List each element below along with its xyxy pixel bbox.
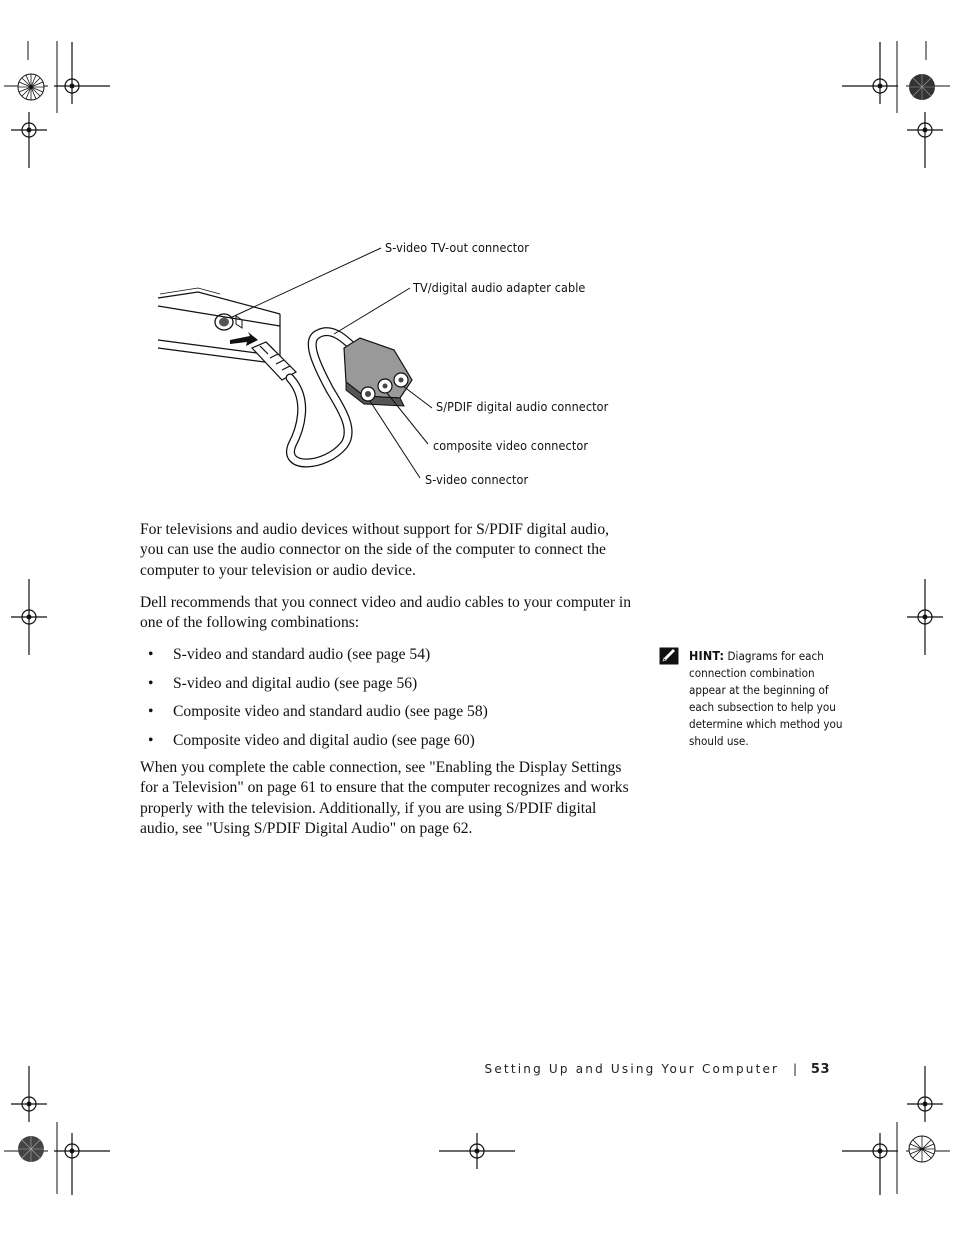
hint-text: Diagrams for each connection combination appear at the beginning of each subsection to help you determine which method you should use. [689, 649, 843, 749]
page-footer [485, 1062, 830, 1077]
footer-separator: | [793, 1062, 798, 1076]
label-composite-connector: composite video connector [433, 438, 589, 453]
adapter-cable-illustration [150, 230, 650, 500]
label-adapter-cable: TV/digital audio adapter cable [413, 280, 586, 295]
label-svideo-tvout: S-video TV-out connector [385, 240, 529, 255]
adapter-block [344, 338, 412, 406]
paragraph-next-steps: When you complete the cable connection, see "Enabling the Display Settings for a Television" on page 61 to ensure that the computer recognizes and works properly with the television. Additionally, if you are using S/PDIF digital audio, see "Using S/PDIF Digital Audio" on page 62. [140, 759, 629, 837]
paragraph-recommendation: Dell recommends that you connect video and audio cables to your computer in one of the following combinations: [140, 594, 632, 632]
pencil-note-icon [659, 647, 679, 665]
list-item: • S-video and digital audio (see page 56) [148, 674, 418, 692]
list-item: • S-video and standard audio (see page 54) [148, 646, 431, 663]
list-item: • Composite video and standard audio (see page 58) [148, 703, 488, 720]
combination-list [140, 645, 632, 759]
list-item-text: Composite video and digital audio (see page 60) [173, 731, 475, 749]
list-item-text: Composite video and standard audio (see page 58) [173, 703, 488, 720]
page-number: 53 [810, 1062, 830, 1077]
list-item: • Composite video and digital audio (see page 60) [148, 731, 475, 749]
hint-label: HINT: [689, 648, 725, 663]
label-svideo-connector: S-video connector [425, 472, 529, 487]
list-item-text: S-video and digital audio (see page 56) [173, 674, 418, 692]
hint-note [689, 647, 849, 751]
footer-section-title: Setting Up and Using Your Computer [484, 1062, 780, 1076]
paragraph-intro: For televisions and audio devices without support for S/PDIF digital audio, you can use the audio connector on the side of the computer to connect the computer to your television or audio device. [140, 521, 610, 579]
label-spdif-connector: S/PDIF digital audio connector [436, 399, 609, 414]
list-item-text: S-video and standard audio (see page 54) [173, 646, 431, 663]
